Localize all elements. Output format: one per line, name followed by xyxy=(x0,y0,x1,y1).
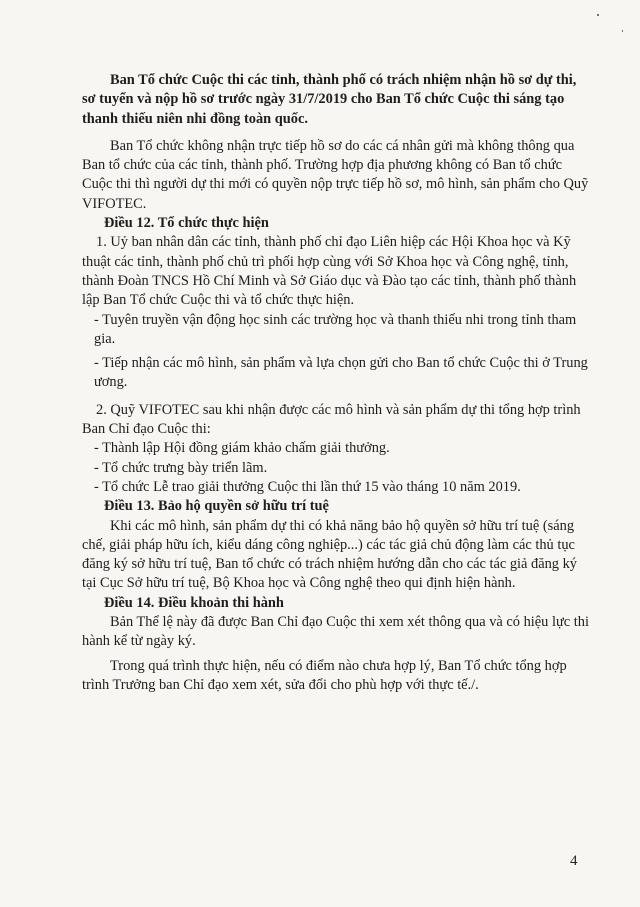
list-item-award-ceremony: - Tổ chức Lễ trao giải thưởng Cuộc thi lần thứ 15 vào tháng 10 năm 2019. xyxy=(94,478,521,495)
list-item-receive-models: - Tiếp nhận các mô hình, sản phẩm và lựa chọn gửi cho Ban tổ chức Cuộc thi ở Trung ương. xyxy=(94,355,588,391)
heading-article-12: Điều 12. Tổ chức thực hiện xyxy=(104,215,269,232)
list-item-jury: - Thành lập Hội đồng giám khảo chấm giải thưởng. xyxy=(94,440,390,457)
paragraph-ip-protection: Khi các mô hình, sản phẩm dự thi có khả năng bảo hộ quyền sở hữu trí tuệ (sáng chế, giải pháp hữu ích, kiểu dáng công nghiệp...) các tác giả chủ động làm các thủ tục đăng ký sở hữu trí tuệ, Ban tổ chức có trách nhiệm hướng dẫn cho các tác giả đăng ký tại Cục Sở hữu trí tuệ, Bộ Khoa học và Công nghệ theo qui định hiện hành. xyxy=(82,517,577,592)
list-item-propaganda: - Tuyên truyền vận động học sinh các trường học và thanh thiếu nhi trong tỉnh tham gia. xyxy=(94,311,577,347)
heading-article-13: Điều 13. Bảo hộ quyền sở hữu trí tuệ xyxy=(104,498,329,515)
paragraph-direct-submission: Ban Tổ chức không nhận trực tiếp hồ sơ do các cá nhân gửi mà không thông qua Ban tổ chức của các tỉnh, thành phố. Trường hợp địa phương không có Ban tổ chức Cuộc thi thì người dự thi mới có quyền nộp trực tiếp hồ sơ, mô hình, sản phẩm cho Quỹ VIFOTEC. xyxy=(82,137,589,212)
heading-article-14: Điều 14. Điều khoản thi hành xyxy=(104,594,284,611)
scan-speck xyxy=(622,30,623,32)
paragraph-vifotec: 2. Quỹ VIFOTEC sau khi nhận được các mô hình và sản phẩm dự thi tổng hợp trình Ban Chỉ đạo Cuộc thi: xyxy=(82,401,581,438)
paragraph-effectiveness: Bản Thể lệ này đã được Ban Chỉ đạo Cuộc thi xem xét thông qua và có hiệu lực thi hành kể từ ngày ký. xyxy=(82,614,589,650)
document-body xyxy=(82,71,590,695)
list-item-exhibition: - Tổ chức trưng bày triển lãm. xyxy=(94,459,268,476)
paragraph-provincial-committee: 1. Uỷ ban nhân dân các tỉnh, thành phố chỉ đạo Liên hiệp các Hội Khoa học và Kỹ thuật các tỉnh, thành phố chủ trì phối hợp cùng với Sở Khoa học và Công nghệ, tỉnh, thành Đoàn TNCS Hồ Chí Minh và Sở Giáo dục và Đào tạo các tỉnh, thành phố thành lập Ban Tổ chức Cuộc thi và tổ chức thực hiện. xyxy=(82,234,577,309)
page-number: 4 xyxy=(570,853,578,869)
paragraph-submission-deadline: Ban Tổ chức Cuộc thi các tỉnh, thành phố có trách nhiệm nhận hồ sơ dự thi, sơ tuyển và nộp hồ sơ trước ngày 31/7/2019 cho Ban Tổ chức Cuộc thi sáng tạo thanh thiếu niên nhi đồng toàn quốc. xyxy=(82,72,577,127)
paragraph-amendments: Trong quá trình thực hiện, nếu có điểm nào chưa hợp lý, Ban Tổ chức tổng hợp trình Trưởng ban Chỉ đạo xem xét, sửa đổi cho phù hợp với thực tế./. xyxy=(82,657,567,693)
scan-speck xyxy=(597,14,599,16)
